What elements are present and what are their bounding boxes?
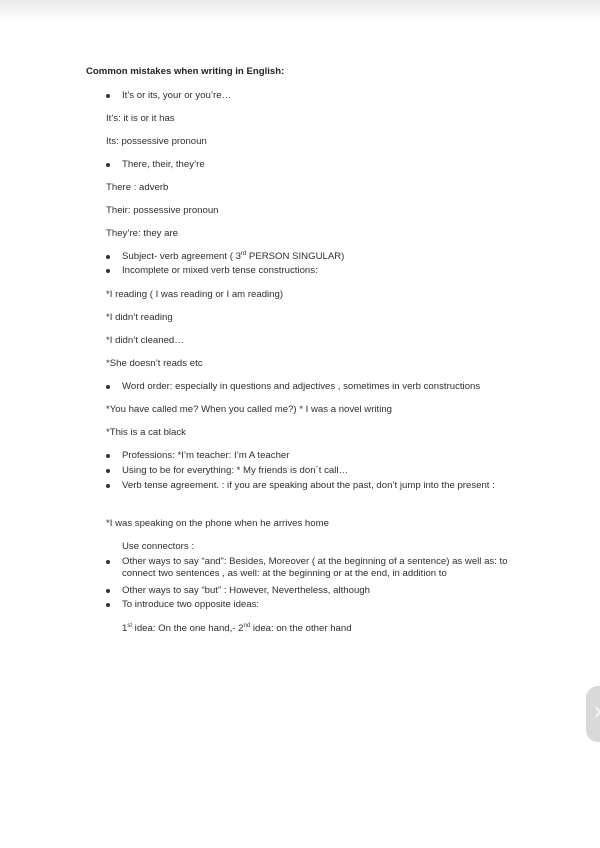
ordinal-suffix: st <box>127 622 133 629</box>
text-line: It’s: it is or it has <box>106 113 175 124</box>
text-line: Its: possessive pronoun <box>106 136 207 147</box>
document-title: Common mistakes when writing in English: <box>86 66 285 77</box>
bullet-dot <box>106 484 110 488</box>
bullet-text: Incomplete or mixed verb tense constructions: <box>122 265 318 276</box>
bullet-dot <box>106 269 110 273</box>
bullet-text: There, their, they’re <box>122 159 205 170</box>
bullet-text: To introduce two opposite ideas: <box>122 599 260 610</box>
bullet-dot <box>106 94 110 98</box>
scroll-handle[interactable] <box>586 686 600 742</box>
text-line <box>122 623 352 635</box>
text-part: 1 <box>122 623 128 634</box>
bullet-text: It’s or its, your or you’re… <box>122 90 232 101</box>
text-line: Use connectors : <box>122 541 194 552</box>
ordinal-suffix: rd <box>240 250 247 257</box>
text-line: *I was speaking on the phone when he arrives home <box>106 518 329 529</box>
bullet-text: Verb tense agreement. : if you are speaking about the past, don’t jump into the present : <box>122 480 495 491</box>
text-line: They’re: they are <box>106 228 178 239</box>
text-line: *I didn’t reading <box>106 312 173 323</box>
bullet-text <box>122 251 344 263</box>
text-line: *She doesn’t reads etc <box>106 358 203 369</box>
bullet-text-part: Subject- verb agreement ( 3 <box>122 251 241 262</box>
text-line: *This is a cat black <box>106 427 186 438</box>
text-line: Their: possessive pronoun <box>106 205 219 216</box>
bullet-text: Professions: *I’m teacher: I’m A teacher <box>122 450 290 461</box>
text-line: *You have called me? When you called me?) * I was a novel writing <box>106 404 393 415</box>
bullet-text: Word order: especially in questions and adjectives , sometimes in verb constructions <box>122 381 481 392</box>
bullet-dot <box>106 589 110 593</box>
text-part: idea: on the other hand <box>250 623 352 634</box>
bullet-dot <box>106 469 110 473</box>
bullet-dot <box>106 454 110 458</box>
text-part: idea: On the one hand,- 2 <box>132 623 244 634</box>
bullet-text: Other ways to say “and”: Besides, Moreover ( at the beginning of a sentence) as well as: to connect two sentences , as well: at the beginning or at the end, in addition to <box>122 556 508 579</box>
bullet-text-part: PERSON SINGULAR) <box>246 251 345 262</box>
chevron-right-icon <box>590 706 600 717</box>
text-line: There : adverb <box>106 182 169 193</box>
bullet-text: Using to be for everything: * My friends is don´t call… <box>122 465 349 476</box>
bullet-text: Other ways to say “but” : However, Nevertheless, although <box>122 585 370 596</box>
text-line: *I reading ( I was reading or I am reading) <box>106 289 284 300</box>
bullet-dot <box>106 163 110 167</box>
ordinal-suffix: nd <box>243 622 251 629</box>
bullet-dot <box>106 385 110 389</box>
text-line: *I didn’t cleaned… <box>106 335 184 346</box>
bullet-dot <box>106 255 110 259</box>
bullet-dot <box>106 560 110 564</box>
bullet-dot <box>106 603 110 607</box>
